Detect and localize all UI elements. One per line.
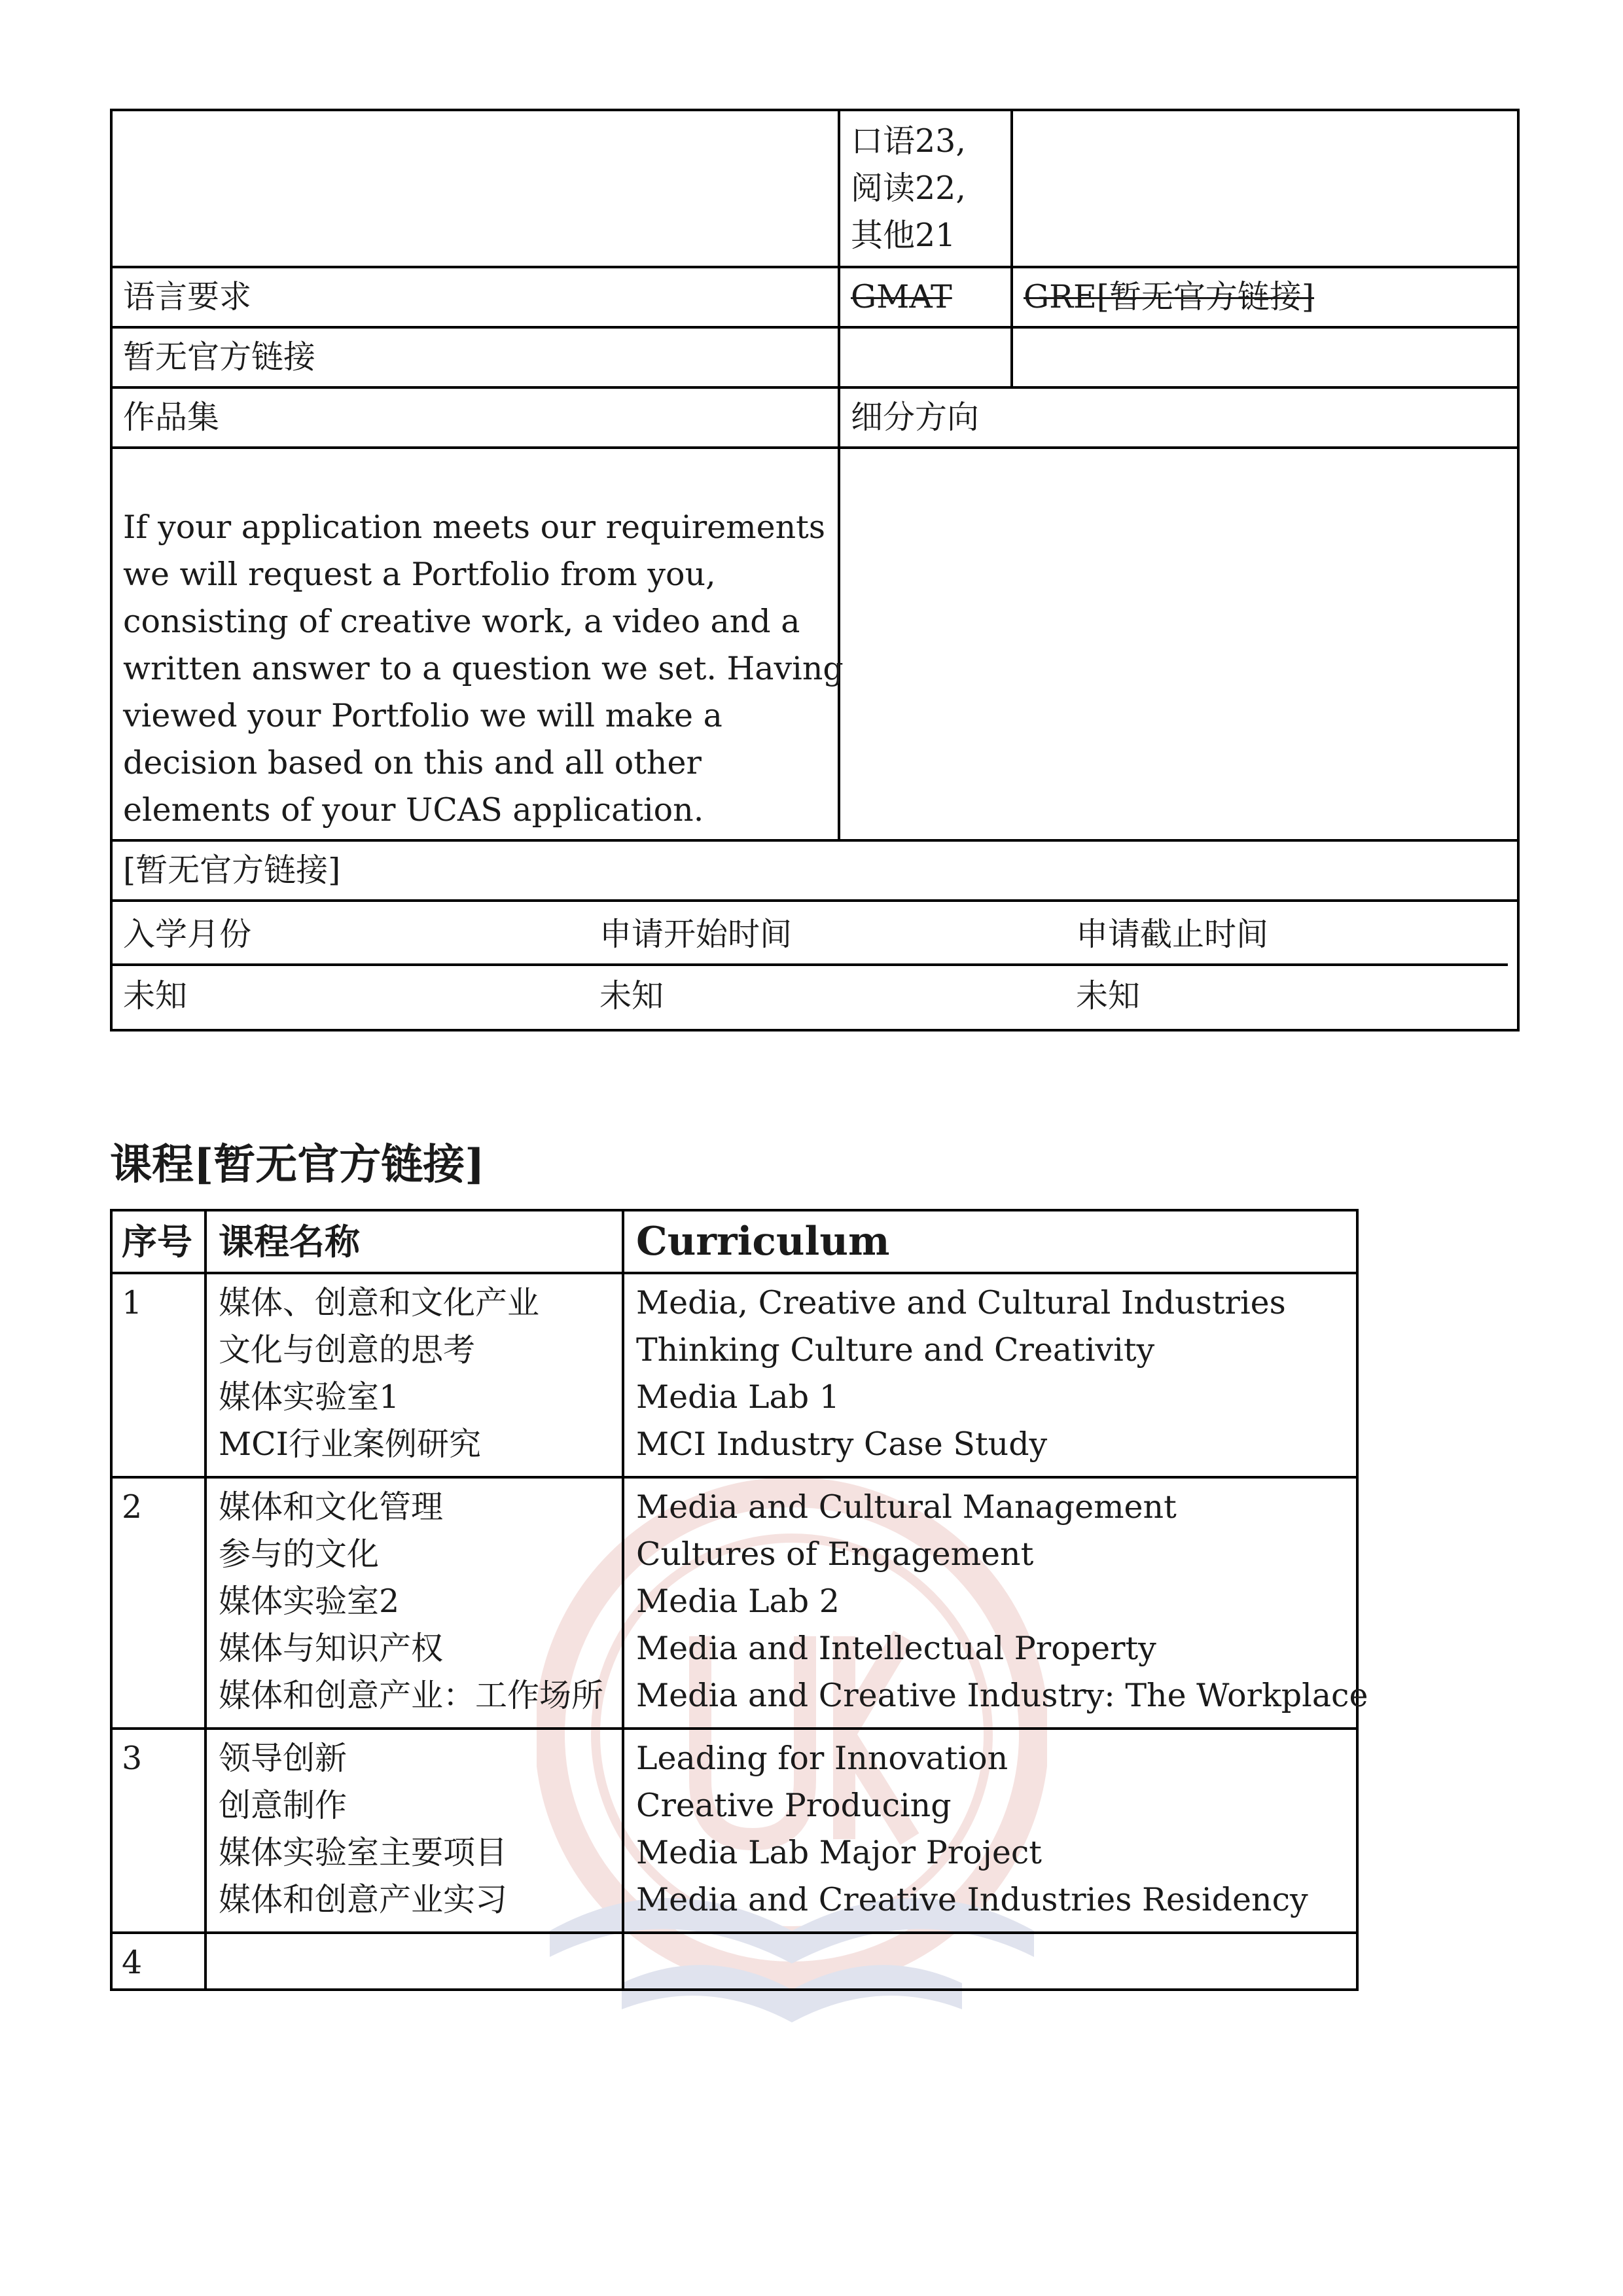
course-name-cn: 参与的文化 xyxy=(219,1535,380,1573)
row-number: 3 xyxy=(122,1740,143,1777)
portfolio-description xyxy=(123,504,844,834)
col-header-name: 课程名称 xyxy=(219,1221,360,1263)
course-name-en: Media, Creative and Cultural Industries xyxy=(636,1284,1286,1321)
scores-note xyxy=(851,118,966,259)
course-name-en: Media and Cultural Management xyxy=(636,1488,1177,1526)
course-name-en: Cultures of Engagement xyxy=(636,1535,1034,1573)
portfolio-text-line: If your application meets our requirements xyxy=(123,509,825,546)
intake-month-header: 入学月份 xyxy=(123,916,252,953)
curriculum-table xyxy=(110,1209,1368,1991)
portfolio-text-line: viewed your Portfolio we will make a xyxy=(123,697,722,734)
intake-month-value: 未知 xyxy=(123,977,188,1014)
course-name-cn: 媒体和创意产业：工作场所 xyxy=(219,1677,604,1714)
col-header-no: 序号 xyxy=(122,1221,192,1263)
sub-direction-label: 细分方向 xyxy=(851,399,980,436)
course-name-en: Creative Producing xyxy=(636,1787,952,1824)
row-divider xyxy=(110,326,1520,329)
course-name-en: MCI Industry Case Study xyxy=(636,1426,1048,1463)
course-name-cn: 媒体实验室主要项目 xyxy=(219,1834,508,1871)
course-name-cn: 文化与创意的思考 xyxy=(219,1331,476,1369)
course-name-cn: MCI行业案例研究 xyxy=(219,1426,482,1463)
course-section-title: 课程[暂无官方链接] xyxy=(110,1140,485,1189)
scores-note-line: 其他21 xyxy=(851,217,956,254)
course-name-cn: 创意制作 xyxy=(219,1787,348,1824)
row-divider xyxy=(110,266,1520,268)
course-name-en: Media and Intellectual Property xyxy=(636,1630,1156,1667)
course-name-en: Media Lab Major Project xyxy=(636,1834,1042,1871)
course-name-en: Leading for Innovation xyxy=(636,1740,1008,1777)
row-divider xyxy=(110,899,1520,902)
course-name-en: Media and Creative Industry: The Workplace xyxy=(636,1677,1368,1714)
gmat-label: GMAT xyxy=(851,278,952,315)
course-name-cn: 媒体与知识产权 xyxy=(219,1630,444,1667)
language-requirement-label: 语言要求 xyxy=(123,278,252,315)
row-divider xyxy=(110,1727,1359,1730)
scores-note-line: 口语23, xyxy=(851,122,966,160)
no-official-link-text: 暂无官方链接 xyxy=(123,338,316,376)
dates-header-divider xyxy=(110,963,1508,966)
course-name-cn: 媒体实验室1 xyxy=(219,1378,400,1416)
table-row-names-cn xyxy=(219,1280,539,1468)
row-divider xyxy=(110,1931,1359,1934)
course-name-en: Media Lab 1 xyxy=(636,1378,840,1416)
row-divider xyxy=(110,1476,1359,1479)
col-header-curriculum: Curriculum xyxy=(636,1219,890,1265)
col-divider xyxy=(622,1209,624,1991)
course-name-cn: 媒体、创意和文化产业 xyxy=(219,1284,540,1321)
course-name-cn: 领导创新 xyxy=(219,1740,348,1777)
portfolio-text-line: consisting of creative work, a video and a xyxy=(123,603,800,640)
row-divider xyxy=(110,446,1520,449)
table-row-names-cn xyxy=(219,1484,603,1719)
row-divider xyxy=(110,839,1520,842)
course-name-cn: 媒体实验室2 xyxy=(219,1583,400,1620)
row-number: 2 xyxy=(122,1488,143,1526)
portfolio-link-text: [暂无官方链接] xyxy=(123,852,341,889)
row-number: 1 xyxy=(122,1284,143,1321)
portfolio-text-line: written answer to a question we set. Having xyxy=(123,650,844,687)
table-row-names-en xyxy=(636,1484,1368,1719)
course-name-en: Media Lab 2 xyxy=(636,1583,840,1620)
course-name-en: Media and Creative Industries Residency xyxy=(636,1881,1308,1918)
table-row-names-en xyxy=(636,1735,1308,1924)
row-divider xyxy=(110,1272,1359,1274)
table-row-names-en xyxy=(636,1280,1286,1468)
col-divider xyxy=(1010,109,1013,389)
application-deadline-header: 申请截止时间 xyxy=(1076,916,1269,953)
portfolio-text-line: elements of your UCAS application. xyxy=(123,791,704,829)
course-name-en: Thinking Culture and Creativity xyxy=(636,1331,1155,1369)
application-open-header: 申请开始时间 xyxy=(599,916,793,953)
table-row-names-cn xyxy=(219,1735,507,1924)
application-open-value: 未知 xyxy=(599,977,664,1014)
course-name-cn: 媒体和文化管理 xyxy=(219,1488,444,1526)
col-divider xyxy=(204,1209,207,1991)
admission-requirements-table xyxy=(110,109,1520,1031)
application-deadline-value: 未知 xyxy=(1076,977,1141,1014)
row-number: 4 xyxy=(122,1944,143,1981)
portfolio-text-line: we will request a Portfolio from you, xyxy=(123,556,716,593)
course-name-cn: 媒体和创意产业实习 xyxy=(219,1881,508,1918)
row-divider xyxy=(110,386,1520,389)
scores-note-line: 阅读22, xyxy=(851,170,966,207)
portfolio-label: 作品集 xyxy=(123,399,220,436)
portfolio-text-line: decision based on this and all other xyxy=(123,744,702,781)
gre-label: GRE[暂无官方链接] xyxy=(1024,278,1315,315)
